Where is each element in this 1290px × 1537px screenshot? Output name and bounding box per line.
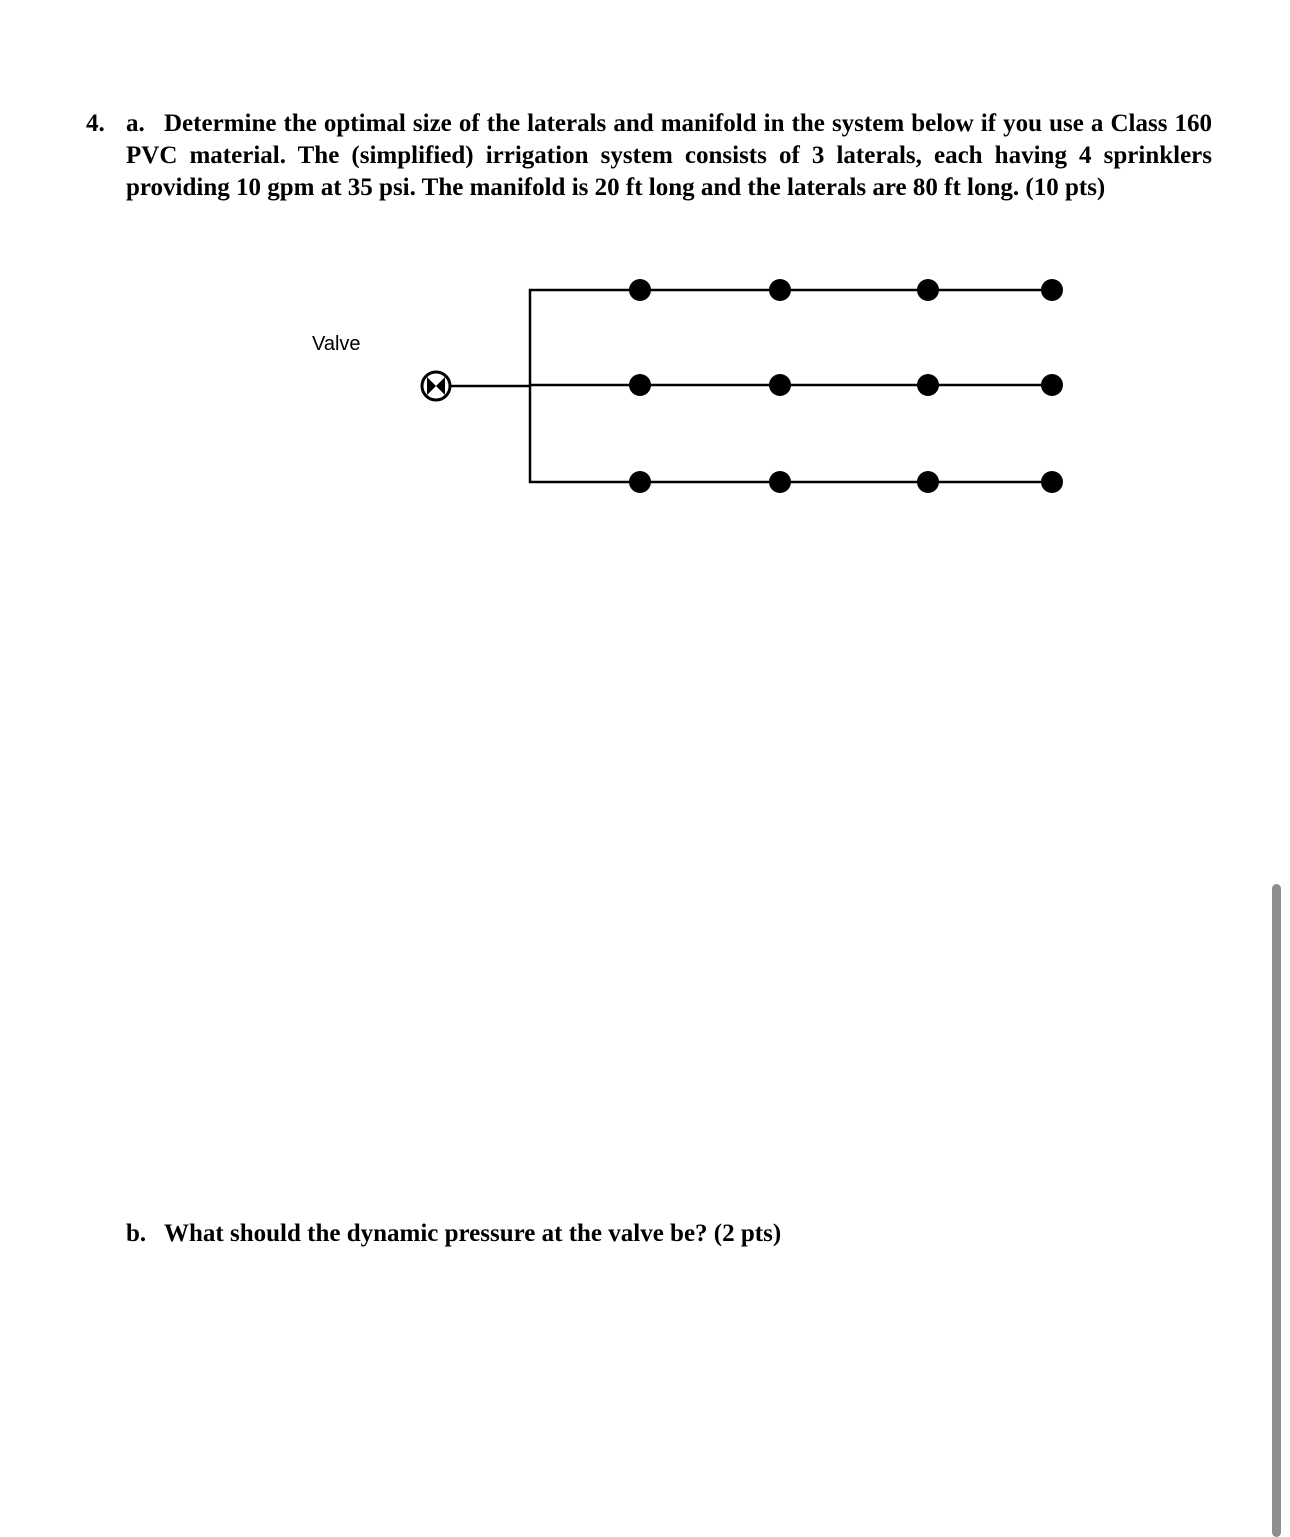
vertical-scrollbar[interactable]	[1272, 884, 1281, 1537]
part-b-text: What should the dynamic pressure at the valve be? (2 pts)	[164, 1220, 782, 1247]
part-a-label: a.	[126, 110, 145, 137]
sprinkler-1-2	[769, 279, 791, 301]
sprinkler-2-3	[917, 374, 939, 396]
sprinkler-1-4	[1041, 279, 1063, 301]
sprinkler-3-1	[629, 471, 651, 493]
sprinkler-2-4	[1041, 374, 1063, 396]
sprinkler-3-2	[769, 471, 791, 493]
question-number: 4.	[86, 110, 105, 137]
sprinkler-2-2	[769, 374, 791, 396]
sprinkler-3-3	[917, 471, 939, 493]
sprinkler-1-1	[629, 279, 651, 301]
question-part-b	[126, 1218, 781, 1250]
sprinkler-2-1	[629, 374, 651, 396]
valve-icon	[422, 372, 450, 400]
sprinkler-1-3	[917, 279, 939, 301]
valve-label: Valve	[312, 333, 361, 355]
sprinkler-3-4	[1041, 471, 1063, 493]
part-a-text: Determine the optimal size of the laterals and manifold in the system below if you use a Class 160 PVC material. The (simplified) irrigation system consists of 3 laterals, each having 4 sprinklers providing 10 gpm at 35 psi. The manifold is 20 ft long and the laterals are 80 ft long. (10 pts)	[126, 110, 1212, 201]
part-b-label: b.	[126, 1220, 147, 1247]
